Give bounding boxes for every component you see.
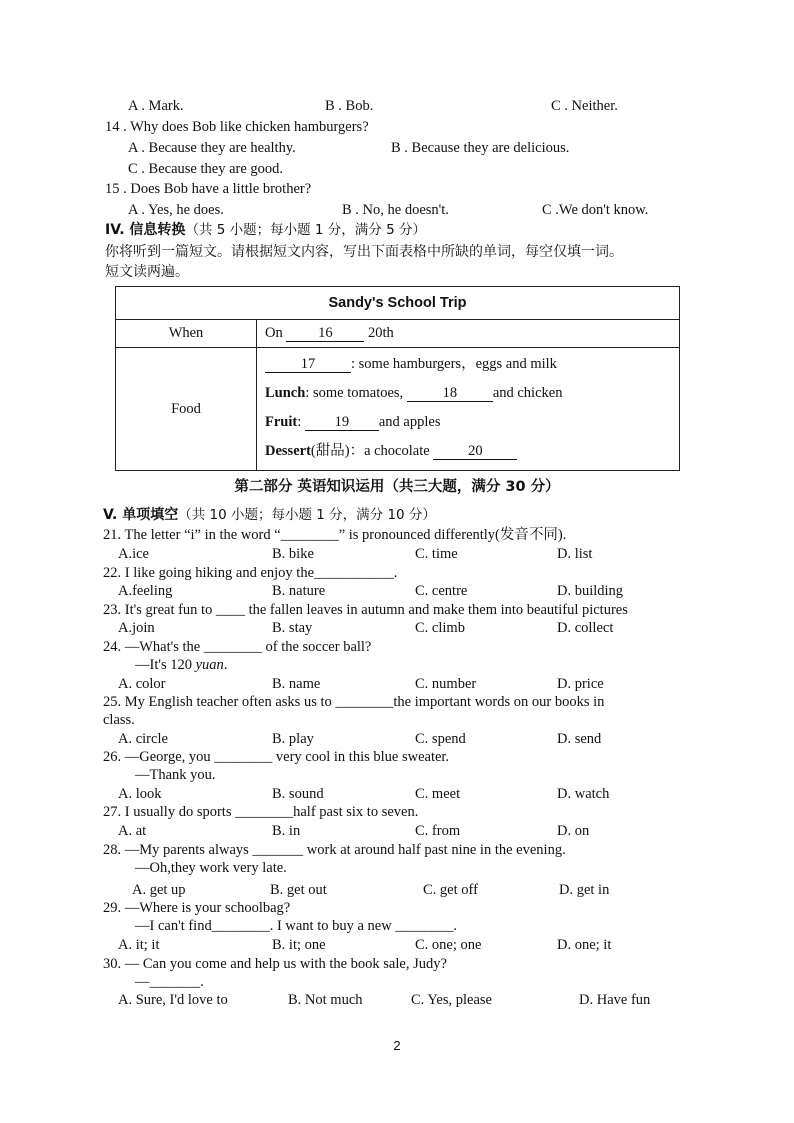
q22-option-b: B. nature	[272, 583, 326, 599]
section-5-scoring: （共 10 小题；每小题 1 分，满分 10 分）	[178, 507, 436, 523]
q21-option-b: B. bike	[272, 546, 314, 562]
q28-option-a: A. get up	[132, 882, 186, 898]
q26-option-d: D. watch	[557, 786, 610, 802]
q26-stem: 26. —George, you ________ very cool in this blue sweater.	[103, 749, 450, 765]
q15-stem: 15 . Does Bob have a little brother?	[105, 181, 312, 197]
q14-stem: 14 . Why does Bob like chicken hamburgers?	[105, 119, 369, 135]
section-4-instruction-2: 短文读两遍。	[105, 264, 189, 280]
q29-option-c: C. one; one	[415, 937, 482, 953]
q26-reply: —Thank you.	[135, 767, 216, 783]
q14-option-c: C . Because they are good.	[128, 161, 284, 177]
q29-reply: —I can't find________. I want to buy a new ________.	[135, 918, 457, 934]
q23-option-d: D. collect	[557, 620, 614, 636]
q30-reply: —_______.	[135, 974, 204, 990]
food-breakfast-line	[265, 350, 671, 379]
food-fruit-line	[265, 408, 671, 437]
q25-option-d: D. send	[557, 731, 602, 747]
q25-option-c: C. spend	[415, 731, 466, 747]
q25-stem: 25. My English teacher often asks us to ________the important words on our books in	[103, 694, 605, 710]
section-4-scoring: （共 5 小题；每小题 1 分，满分 5 分）	[185, 222, 426, 238]
q13-option-a: A . Mark.	[128, 98, 184, 114]
q29-option-a: A. it; it	[118, 937, 160, 953]
q28-option-c: C. get off	[423, 882, 478, 898]
food-cell	[257, 348, 680, 471]
q21-option-c: C. time	[415, 546, 458, 562]
q21-stem: 21. The letter “i” in the word “________” is pronounced differently(发音不同).	[103, 527, 567, 543]
dessert-label: Dessert	[265, 443, 311, 459]
blank-18: 18	[407, 386, 493, 402]
q14-option-b: B . Because they are delicious.	[391, 140, 570, 156]
part-2-heading: 第二部分 英语知识运用（共三大题，满分 30 分）	[234, 479, 560, 495]
q26-option-b: B. sound	[272, 786, 324, 802]
q24-reply-italic: yuan	[195, 657, 224, 673]
section-5-title: V. 单项填空	[103, 507, 179, 523]
lunch-label: Lunch	[265, 385, 306, 401]
q30-stem: 30. — Can you come and help us with the book sale, Judy?	[103, 956, 447, 972]
q27-option-d: D. on	[557, 823, 590, 839]
breakfast-text: : some hamburgers，eggs and milk	[351, 356, 557, 372]
q24-option-a: A. color	[118, 676, 166, 692]
when-prefix: On	[265, 325, 283, 341]
q30-option-d: D. Have fun	[579, 992, 651, 1008]
q28-option-d: D. get in	[559, 882, 610, 898]
q22-option-d: D. building	[557, 583, 624, 599]
q23-option-a: A.join	[118, 620, 155, 636]
lunch-text: : some tomatoes,	[305, 385, 404, 401]
food-dessert-line	[265, 437, 671, 466]
q25-option-a: A. circle	[118, 731, 168, 747]
q22-option-a: A.feeling	[118, 583, 173, 599]
q23-option-b: B. stay	[272, 620, 313, 636]
q15-option-b: B . No, he doesn't.	[342, 202, 449, 218]
q22-stem: 22. I like going hiking and enjoy the___________.	[103, 565, 398, 581]
q28-stem: 28. —My parents always _______ work at around half past nine in the evening.	[103, 842, 566, 858]
q24-option-b: B. name	[272, 676, 321, 692]
q28-option-b: B. get out	[270, 882, 327, 898]
q24-reply-text: —It's 120	[135, 657, 196, 673]
q26-option-c: C. meet	[415, 786, 461, 802]
q22-option-c: C. centre	[415, 583, 468, 599]
section-4-heading	[105, 221, 426, 239]
q27-option-a: A. at	[118, 823, 147, 839]
q13-option-b: B . Bob.	[325, 98, 374, 114]
food-lunch-line	[265, 379, 671, 408]
q29-stem: 29. —Where is your schoolbag?	[103, 900, 291, 916]
q30-option-c: C. Yes, please	[411, 992, 492, 1008]
q29-option-b: B. it; one	[272, 937, 326, 953]
blank-19: 19	[305, 415, 379, 431]
q15-option-c: C .We don't know.	[542, 202, 649, 218]
fruit-label: Fruit	[265, 414, 298, 430]
dessert-text: (甜品)：a chocolate	[310, 443, 430, 459]
table-title: Sandy's School Trip	[116, 287, 680, 320]
q26-option-a: A. look	[118, 786, 162, 802]
q25-stem-continued: class.	[103, 712, 135, 728]
page-number: 2	[393, 1038, 401, 1053]
when-label: When	[116, 320, 257, 348]
q29-option-d: D. one; it	[557, 937, 612, 953]
section-4-title: IV. 信息转换	[105, 222, 186, 238]
fruit-suffix: and apples	[378, 414, 441, 430]
q27-stem: 27. I usually do sports ________half past six to seven.	[103, 804, 419, 820]
q30-option-a: A. Sure, I'd love to	[118, 992, 228, 1008]
q28-reply: —Oh,they work very late.	[135, 860, 287, 876]
blank-20: 20	[433, 444, 517, 460]
q14-option-a: A . Because they are healthy.	[128, 140, 296, 156]
school-trip-table	[115, 286, 680, 471]
q15-option-a: A . Yes, he does.	[128, 202, 224, 218]
fruit-colon: :	[297, 414, 302, 430]
q23-option-c: C. climb	[415, 620, 465, 636]
q27-option-b: B. in	[272, 823, 301, 839]
q25-option-b: B. play	[272, 731, 314, 747]
when-suffix: 20th	[367, 325, 394, 341]
q24-option-d: D. price	[557, 676, 604, 692]
q13-option-c: C . Neither.	[551, 98, 618, 114]
q24-reply-end: .	[223, 657, 228, 673]
q23-stem: 23. It's great fun to ____ the fallen leaves in autumn and make them into beautiful pictures	[103, 602, 628, 618]
blank-16: 16	[286, 326, 364, 342]
q24-stem: 24. —What's the ________ of the soccer ball?	[103, 639, 372, 655]
food-label: Food	[116, 348, 257, 471]
when-cell	[257, 320, 680, 348]
blank-17: 17	[265, 357, 351, 373]
section-5-heading	[103, 506, 436, 524]
q24-option-c: C. number	[415, 676, 477, 692]
q21-option-a: A.ice	[118, 546, 149, 562]
q30-option-b: B. Not much	[288, 992, 363, 1008]
q27-option-c: C. from	[415, 823, 461, 839]
section-4-instruction-1: 你将听到一篇短文。请根据短文内容，写出下面表格中所缺的单词，每空仅填一词。	[105, 244, 623, 260]
q21-option-d: D. list	[557, 546, 593, 562]
lunch-suffix: and chicken	[492, 385, 563, 401]
q24-reply	[135, 656, 227, 674]
